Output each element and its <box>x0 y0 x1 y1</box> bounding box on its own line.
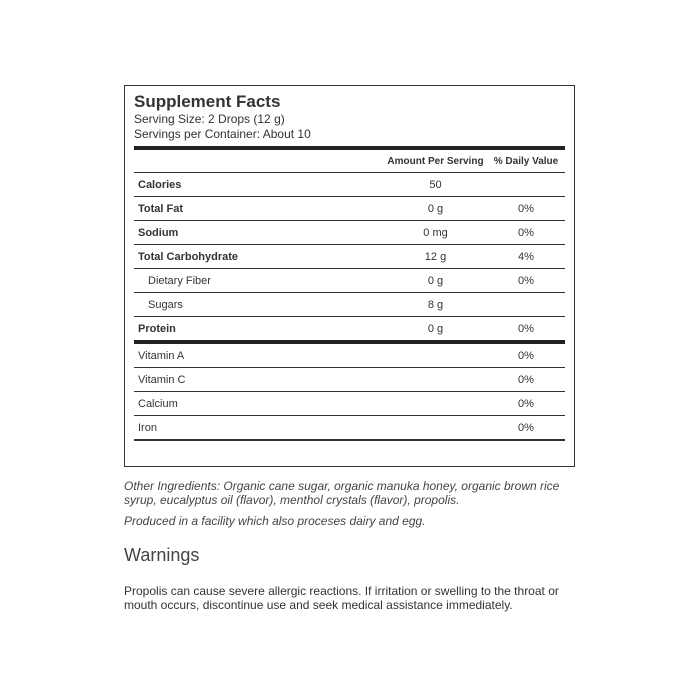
table-row <box>134 392 565 416</box>
nutrient-amount: 50 <box>384 173 487 197</box>
supplement-facts-panel <box>124 85 575 467</box>
nutrient-name: Total Fat <box>134 197 384 221</box>
serving-size: Serving Size: 2 Drops (12 g) <box>134 112 285 126</box>
header-daily-value: % Daily Value <box>487 150 565 173</box>
nutrient-name: Vitamin C <box>134 368 384 392</box>
nutrient-dv: 0% <box>487 197 565 221</box>
warnings-text: Propolis can cause severe allergic reactions. If irritation or swelling to the throat or mouth occurs, discontinue use and seek medical assistance immediately. <box>124 584 559 612</box>
nutrient-name: Iron <box>134 416 384 441</box>
table-row <box>134 197 565 221</box>
nutrient-name: Protein <box>134 317 384 343</box>
nutrient-dv: 0% <box>487 269 565 293</box>
nutrient-amount <box>384 368 487 392</box>
facility-note: Produced in a facility which also proceses dairy and egg. <box>124 514 426 528</box>
facts-table <box>134 150 565 441</box>
nutrient-name: Calcium <box>134 392 384 416</box>
table-row <box>134 317 565 343</box>
nutrient-dv: 0% <box>487 416 565 441</box>
table-header-row <box>134 150 565 173</box>
other-ingredients: Other Ingredients: Organic cane sugar, organic manuka honey, organic brown rice syrup, eucalyptus oil (flavor), menthol crystals (flavor), propolis. <box>124 479 560 507</box>
nutrient-dv: 0% <box>487 317 565 343</box>
nutrient-name: Sodium <box>134 221 384 245</box>
nutrient-amount <box>384 392 487 416</box>
nutrient-amount <box>384 342 487 368</box>
nutrient-dv: 0% <box>487 392 565 416</box>
warnings-heading: Warnings <box>124 545 200 565</box>
header-amount-per-serving: Amount Per Serving <box>384 150 487 173</box>
table-row <box>134 342 565 368</box>
nutrient-dv: 0% <box>487 368 565 392</box>
nutrient-amount: 0 g <box>384 317 487 343</box>
servings-per-container: Servings per Container: About 10 <box>134 127 311 141</box>
table-row <box>134 416 565 441</box>
nutrient-name: Sugars <box>134 293 384 317</box>
nutrient-amount: 0 mg <box>384 221 487 245</box>
nutrient-amount: 0 g <box>384 269 487 293</box>
nutrient-amount: 0 g <box>384 197 487 221</box>
table-row <box>134 173 565 197</box>
table-row <box>134 221 565 245</box>
nutrient-name: Vitamin A <box>134 342 384 368</box>
nutrient-name: Dietary Fiber <box>134 269 384 293</box>
nutrient-dv: 4% <box>487 245 565 269</box>
nutrient-amount <box>384 416 487 441</box>
nutrient-dv: 0% <box>487 342 565 368</box>
table-row <box>134 245 565 269</box>
nutrient-name: Total Carbohydrate <box>134 245 384 269</box>
nutrient-dv <box>487 173 565 197</box>
table-row <box>134 293 565 317</box>
table-row <box>134 269 565 293</box>
table-row <box>134 368 565 392</box>
nutrient-dv: 0% <box>487 221 565 245</box>
nutrient-amount: 8 g <box>384 293 487 317</box>
nutrient-name: Calories <box>134 173 384 197</box>
nutrient-dv <box>487 293 565 317</box>
nutrient-amount: 12 g <box>384 245 487 269</box>
header-blank <box>134 150 384 173</box>
facts-title: Supplement Facts <box>134 92 281 111</box>
